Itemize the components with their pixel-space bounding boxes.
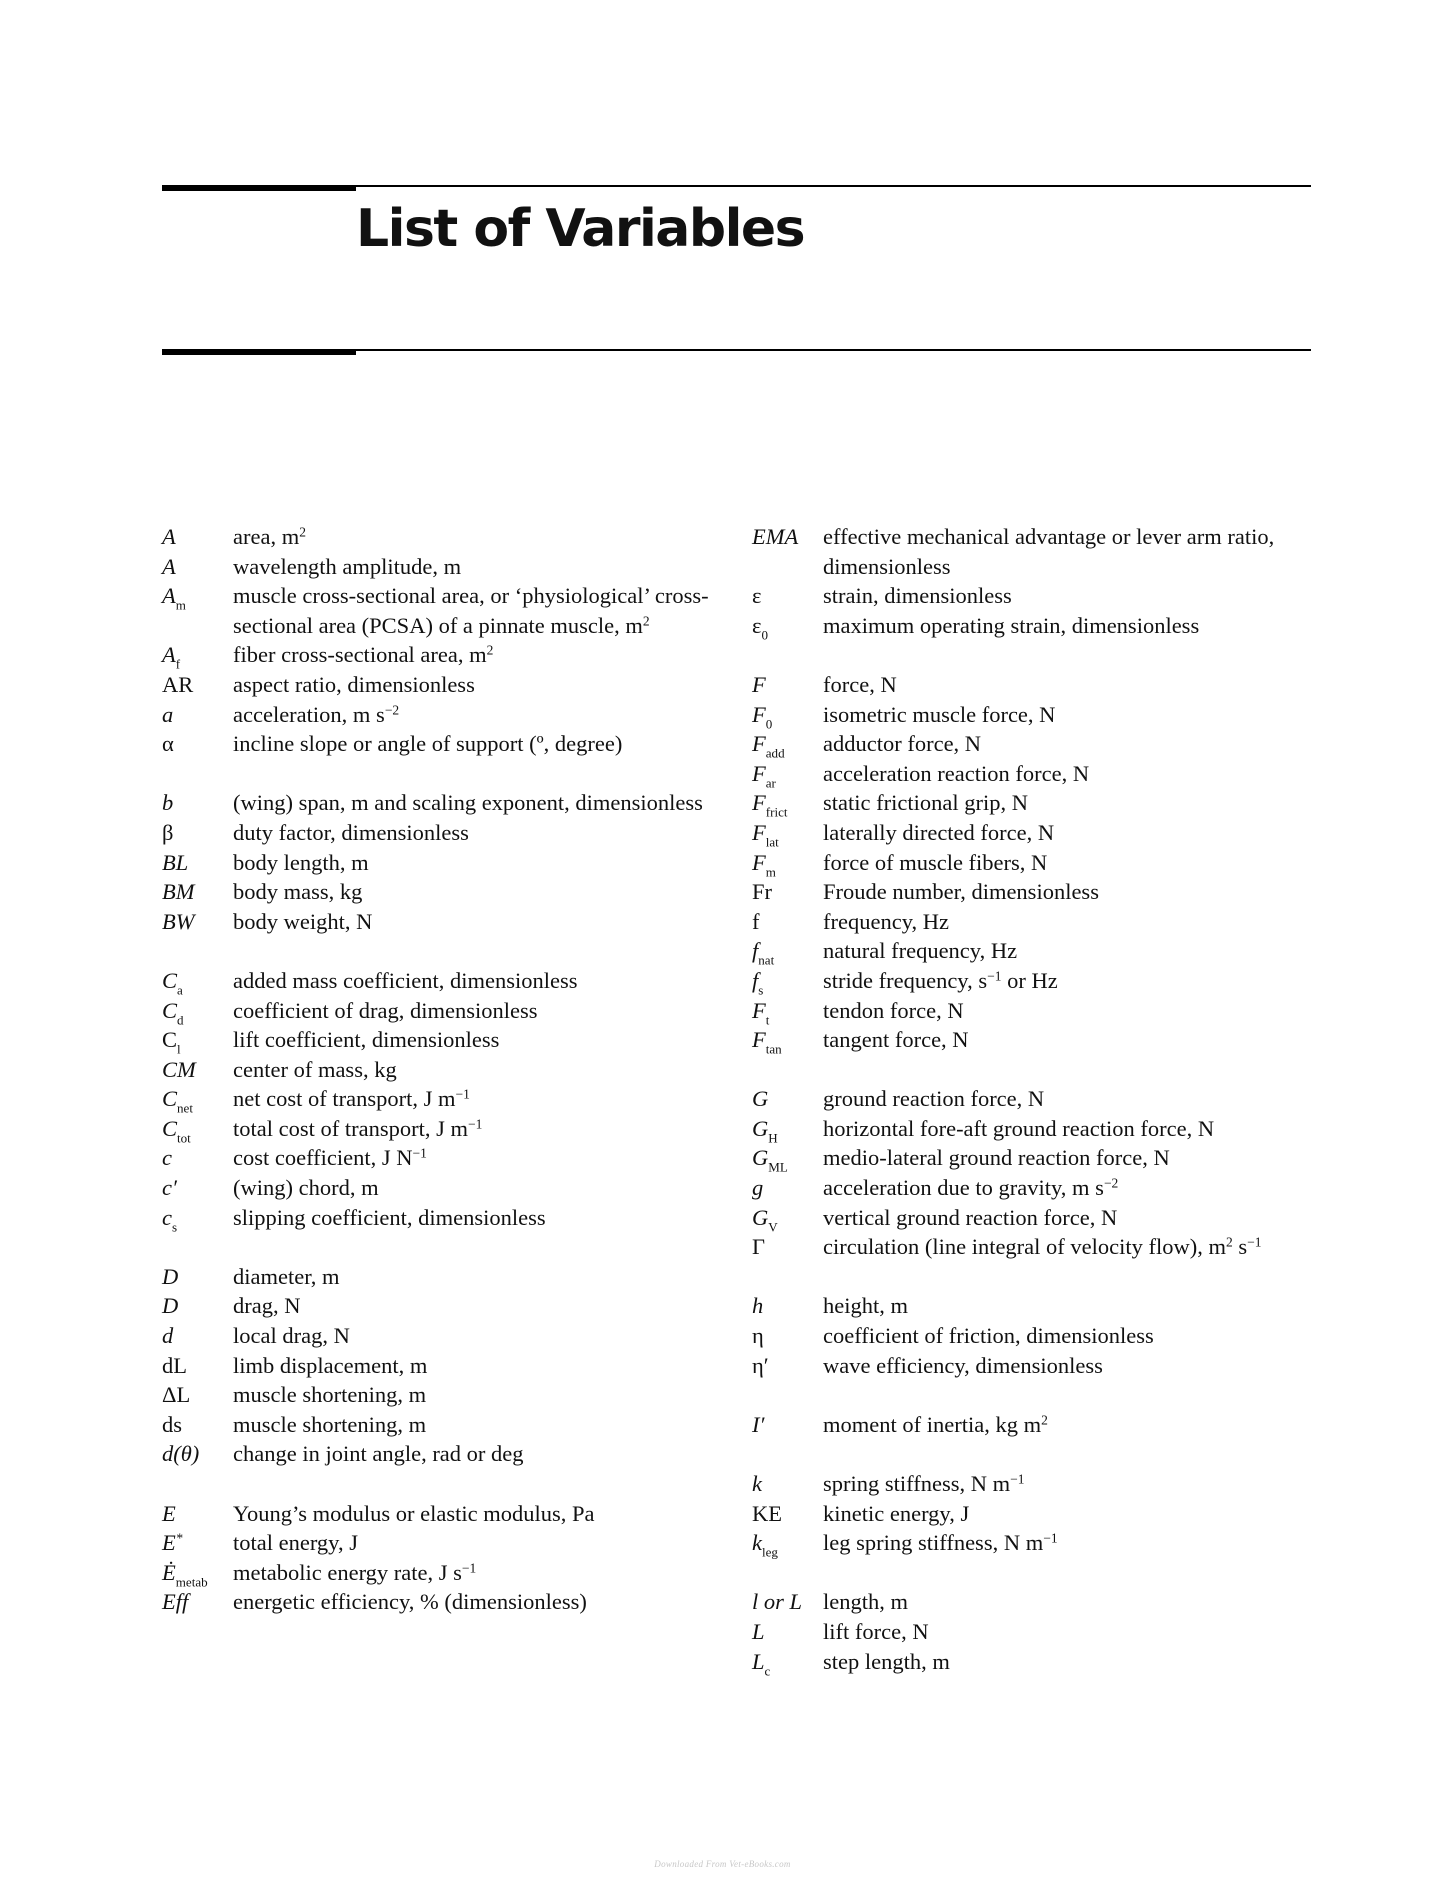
variable-symbol: b	[162, 790, 174, 816]
variable-symbol: ds	[162, 1411, 183, 1437]
variable-description: energetic efficiency, % (dimensionless)	[233, 1589, 587, 1615]
variable-symbol: $A_f$	[162, 642, 181, 672]
group-spacer	[752, 1380, 1312, 1410]
variable-symbol: $F_t$	[752, 997, 770, 1028]
variable-description: adductor force, N	[823, 731, 982, 757]
variable-entry	[162, 788, 732, 818]
variable-symbol: Fr	[752, 879, 773, 905]
variable-symbol: $Ė_{metab}$	[162, 1559, 208, 1590]
variable-description: Froude number, dimensionless	[823, 879, 1099, 905]
top-rule-accent	[162, 185, 356, 191]
group-spacer	[752, 1055, 1312, 1085]
variable-description: added mass coefficient, dimensionless	[233, 967, 578, 993]
group-spacer	[162, 936, 732, 966]
variable-description: static frictional grip, N	[823, 790, 1028, 816]
variable-symbol: G	[752, 1086, 769, 1112]
variable-symbol: α	[162, 731, 174, 757]
variable-description: acceleration reaction force, N	[823, 760, 1090, 786]
variable-symbol: BW	[162, 908, 195, 934]
variable-description: circulation (line integral of velocity flow), $m^2$ $s^{-1}$	[823, 1234, 1262, 1260]
variable-entry	[162, 818, 732, 848]
variables-column-left	[162, 522, 732, 1617]
variable-description: acceleration due to gravity, m $s^{-2}$	[823, 1175, 1119, 1201]
variable-description: Young’s modulus or elastic modulus, Pa	[233, 1500, 595, 1526]
variable-symbol: I′	[752, 1411, 765, 1437]
variable-description: maximum operating strain, dimensionless	[823, 612, 1200, 638]
variable-entry	[752, 581, 1312, 611]
variable-symbol: A	[162, 553, 176, 579]
variable-entry	[752, 936, 1312, 966]
variable-symbol: $A_m$	[162, 583, 186, 613]
group-spacer	[752, 640, 1312, 670]
variable-description: muscle shortening, m	[233, 1411, 427, 1437]
variable-entry	[162, 1173, 732, 1203]
variable-entry	[162, 1291, 732, 1321]
variable-entry	[162, 848, 732, 878]
group-spacer	[752, 1558, 1312, 1588]
variable-entry	[162, 1380, 732, 1410]
variable-description: limb displacement, m	[233, 1352, 428, 1378]
variable-symbol: f	[752, 908, 760, 934]
variable-symbol: c′	[162, 1175, 177, 1201]
variable-symbol: E	[162, 1500, 176, 1526]
variable-entry	[752, 1410, 1312, 1440]
variable-description: muscle cross-sectional area, or ‘physiological’ cross-sectional area (PCSA) of a pinnate muscle, $m^2$	[233, 583, 709, 638]
variable-symbol: EMA	[752, 524, 799, 549]
variable-description: net cost of transport, J $m^{-1}$	[233, 1086, 470, 1112]
variable-description: wave efficiency, dimensionless	[823, 1352, 1103, 1378]
variable-entry	[162, 1025, 732, 1055]
variable-entry	[162, 1499, 732, 1529]
variable-description: aspect ratio, dimensionless	[233, 671, 475, 697]
variable-symbol: l or L	[752, 1589, 803, 1615]
variables-column-right	[752, 522, 1312, 1679]
variable-symbol: $f_s$	[752, 967, 764, 998]
variable-symbol: h	[752, 1293, 764, 1319]
variable-description: length, m	[823, 1589, 908, 1615]
variable-description: coefficient of friction, dimensionless	[823, 1323, 1154, 1349]
variable-symbol: ε	[752, 583, 762, 609]
variable-symbol: $G_H$	[752, 1115, 778, 1146]
variable-symbol: $L_c$	[752, 1648, 771, 1679]
variable-symbol: BL	[162, 849, 189, 875]
variable-description: muscle shortening, m	[233, 1382, 427, 1408]
variable-description: laterally directed force, N	[823, 819, 1055, 845]
variable-entry	[752, 1499, 1312, 1529]
variable-entry	[162, 1439, 732, 1469]
variable-entry	[162, 907, 732, 937]
variable-symbol: d	[162, 1323, 174, 1349]
variable-entry	[752, 611, 1312, 641]
variable-description: drag, N	[233, 1293, 301, 1319]
variable-entry	[162, 700, 732, 730]
group-spacer	[162, 1232, 732, 1262]
variable-entry	[162, 1351, 732, 1381]
variable-description: cost coefficient, J $N^{-1}$	[233, 1145, 427, 1171]
variable-description: body mass, kg	[233, 879, 363, 905]
variable-symbol: dL	[162, 1352, 187, 1378]
variable-description: local drag, N	[233, 1323, 350, 1349]
variable-symbol: $C_l$	[162, 1027, 181, 1057]
variable-symbol: $G_{ML}$	[752, 1145, 788, 1175]
variable-entry	[162, 966, 732, 996]
variable-entry	[162, 1203, 732, 1233]
variable-entry	[752, 759, 1312, 789]
variable-symbol: KE	[752, 1500, 782, 1526]
variable-entry	[162, 877, 732, 907]
variable-description: total energy, J	[233, 1530, 358, 1556]
variable-description: body length, m	[233, 849, 369, 875]
variable-description: effective mechanical advantage or lever arm ratio, dimensionless	[823, 524, 1275, 579]
variable-symbol: $F_{add}$	[752, 731, 785, 761]
variable-entry	[752, 966, 1312, 996]
variable-description: slipping coefficient, dimensionless	[233, 1204, 546, 1230]
variable-description: ground reaction force, N	[823, 1086, 1045, 1112]
variable-entry	[752, 1084, 1312, 1114]
variable-entry	[162, 1410, 732, 1440]
variable-entry	[752, 1291, 1312, 1321]
variable-description: center of mass, kg	[233, 1056, 397, 1082]
variable-description: total cost of transport, J $m^{-1}$	[233, 1115, 483, 1141]
variable-description: force of muscle fibers, N	[823, 849, 1048, 875]
variable-symbol: CM	[162, 1056, 196, 1082]
variable-description: duty factor, dimensionless	[233, 819, 469, 845]
variable-description: diameter, m	[233, 1263, 340, 1289]
variable-description: acceleration, m $s^{-2}$	[233, 701, 400, 727]
variable-symbol: $C_a$	[162, 967, 183, 998]
variable-symbol: $f_{nat}$	[752, 938, 775, 968]
variable-entry	[752, 1203, 1312, 1233]
variable-description: metabolic energy rate, J $s^{-1}$	[233, 1559, 477, 1585]
variable-description: step length, m	[823, 1648, 950, 1674]
variable-description: medio-lateral ground reaction force, N	[823, 1145, 1170, 1171]
variable-symbol: g	[752, 1175, 764, 1201]
variable-description: incline slope or angle of support (º, degree)	[233, 731, 623, 757]
variable-description: coefficient of drag, dimensionless	[233, 997, 538, 1023]
variable-entry	[752, 1351, 1312, 1381]
footer-watermark: Downloaded From Vet-eBooks.com	[654, 1859, 791, 1869]
variable-symbol: $F_m$	[752, 849, 776, 880]
variable-entry	[752, 670, 1312, 700]
variable-entry	[752, 1173, 1312, 1203]
variable-symbol: AR	[162, 671, 194, 697]
variable-symbol: c	[162, 1145, 172, 1171]
group-spacer	[752, 1262, 1312, 1292]
variable-symbol: d(θ)	[162, 1441, 200, 1467]
variable-symbol: $F_{lat}$	[752, 819, 779, 850]
variable-symbol: k	[752, 1471, 762, 1496]
variable-entry	[162, 996, 732, 1026]
variable-symbol: $F_{tan}$	[752, 1027, 782, 1057]
variable-symbol: $C_{tot}$	[162, 1115, 191, 1146]
bottom-rule-accent	[162, 349, 356, 355]
variable-symbol: BM	[162, 879, 195, 905]
variable-symbol: $F_0$	[752, 701, 773, 732]
variable-entry	[752, 788, 1312, 818]
variable-entry	[752, 522, 1312, 581]
variable-description: change in joint angle, rad or deg	[233, 1441, 524, 1467]
variable-entry	[752, 1617, 1312, 1647]
variable-entry	[162, 552, 732, 582]
variable-symbol: Eff	[162, 1589, 189, 1615]
variable-entry	[752, 1025, 1312, 1055]
variable-symbol: $C_d$	[162, 997, 184, 1028]
variable-symbol: F	[752, 671, 766, 697]
variable-symbol: η′	[752, 1352, 769, 1378]
variable-entry	[752, 907, 1312, 937]
variable-symbol: $k_{leg}$	[752, 1530, 778, 1560]
variable-description: force, N	[823, 671, 897, 697]
group-spacer	[162, 1469, 732, 1499]
page-title: List of Variables	[356, 199, 805, 259]
variable-entry	[162, 1321, 732, 1351]
variable-entry	[162, 1143, 732, 1173]
variable-entry	[752, 1647, 1312, 1677]
variable-symbol: A	[162, 524, 176, 549]
variable-symbol: L	[752, 1618, 765, 1644]
variable-symbol: η	[752, 1323, 764, 1349]
variable-symbol: $C_{net}$	[162, 1086, 193, 1116]
variable-description: body weight, N	[233, 908, 373, 934]
variable-entry	[752, 1114, 1312, 1144]
variable-description: kinetic energy, J	[823, 1500, 970, 1526]
variable-symbol: D	[162, 1293, 179, 1319]
variable-entry	[752, 996, 1312, 1026]
variable-description: lift force, N	[823, 1618, 929, 1644]
variable-description: area, $m^2$	[233, 524, 306, 549]
variable-entry	[162, 1587, 732, 1617]
variable-entry	[752, 877, 1312, 907]
variable-entry	[752, 1528, 1312, 1558]
variable-symbol: $F_{frict}$	[752, 790, 788, 820]
variable-symbol: β	[162, 819, 174, 845]
group-spacer	[752, 1439, 1312, 1469]
variable-symbol: E*	[162, 1530, 183, 1556]
variable-entry	[162, 581, 732, 640]
variable-entry	[752, 848, 1312, 878]
variable-description: leg spring stiffness, N $m^{-1}$	[823, 1530, 1058, 1556]
variable-entry	[752, 700, 1312, 730]
variable-description: fiber cross-sectional area, $m^2$	[233, 642, 494, 668]
variable-entry	[162, 1262, 732, 1292]
variable-symbol: Γ	[752, 1234, 766, 1260]
variable-description: vertical ground reaction force, N	[823, 1204, 1118, 1230]
variable-entry	[162, 1055, 732, 1085]
variable-description: (wing) span, m and scaling exponent, dimensionless	[233, 790, 703, 816]
variable-description: horizontal fore-aft ground reaction force, N	[823, 1115, 1215, 1141]
variable-entry	[752, 1587, 1312, 1617]
variable-entry	[162, 1114, 732, 1144]
variable-entry	[162, 1558, 732, 1588]
variable-entry	[752, 1143, 1312, 1173]
variable-description: stride frequency, $s^{-1}$ or Hz	[823, 967, 1058, 993]
variable-entry	[752, 729, 1312, 759]
variable-entry	[162, 1084, 732, 1114]
variable-entry	[752, 818, 1312, 848]
variable-description: height, m	[823, 1293, 908, 1319]
variable-description: strain, dimensionless	[823, 583, 1012, 609]
variable-entry	[162, 670, 732, 700]
variable-symbol: $G_V$	[752, 1204, 778, 1235]
variable-description: tendon force, N	[823, 997, 964, 1023]
variable-entry	[162, 522, 732, 552]
variable-description: natural frequency, Hz	[823, 938, 1018, 964]
variable-entry	[752, 1321, 1312, 1351]
variable-symbol: D	[162, 1263, 179, 1289]
variable-entry	[162, 1528, 732, 1558]
variable-entry	[162, 640, 732, 670]
variable-symbol: $c_s$	[162, 1204, 178, 1235]
group-spacer	[162, 759, 732, 789]
variable-description: frequency, Hz	[823, 908, 949, 934]
variable-symbol: ΔL	[162, 1382, 191, 1408]
variable-description: moment of inertia, kg $m^2$	[823, 1411, 1048, 1437]
variable-entry	[752, 1469, 1312, 1499]
variable-description: wavelength amplitude, m	[233, 553, 462, 579]
variable-symbol: $F_{ar}$	[752, 760, 776, 791]
variable-description: (wing) chord, m	[233, 1175, 379, 1201]
variable-description: tangent force, N	[823, 1027, 969, 1053]
variable-description: lift coefficient, dimensionless	[233, 1027, 500, 1053]
variable-description: isometric muscle force, N	[823, 701, 1056, 727]
variable-entry	[162, 729, 732, 759]
variable-entry	[752, 1232, 1312, 1262]
variable-symbol: a	[162, 701, 174, 727]
variable-symbol: $\varepsilon_0$	[752, 612, 768, 643]
variable-description: spring stiffness, N $m^{-1}$	[823, 1471, 1025, 1496]
